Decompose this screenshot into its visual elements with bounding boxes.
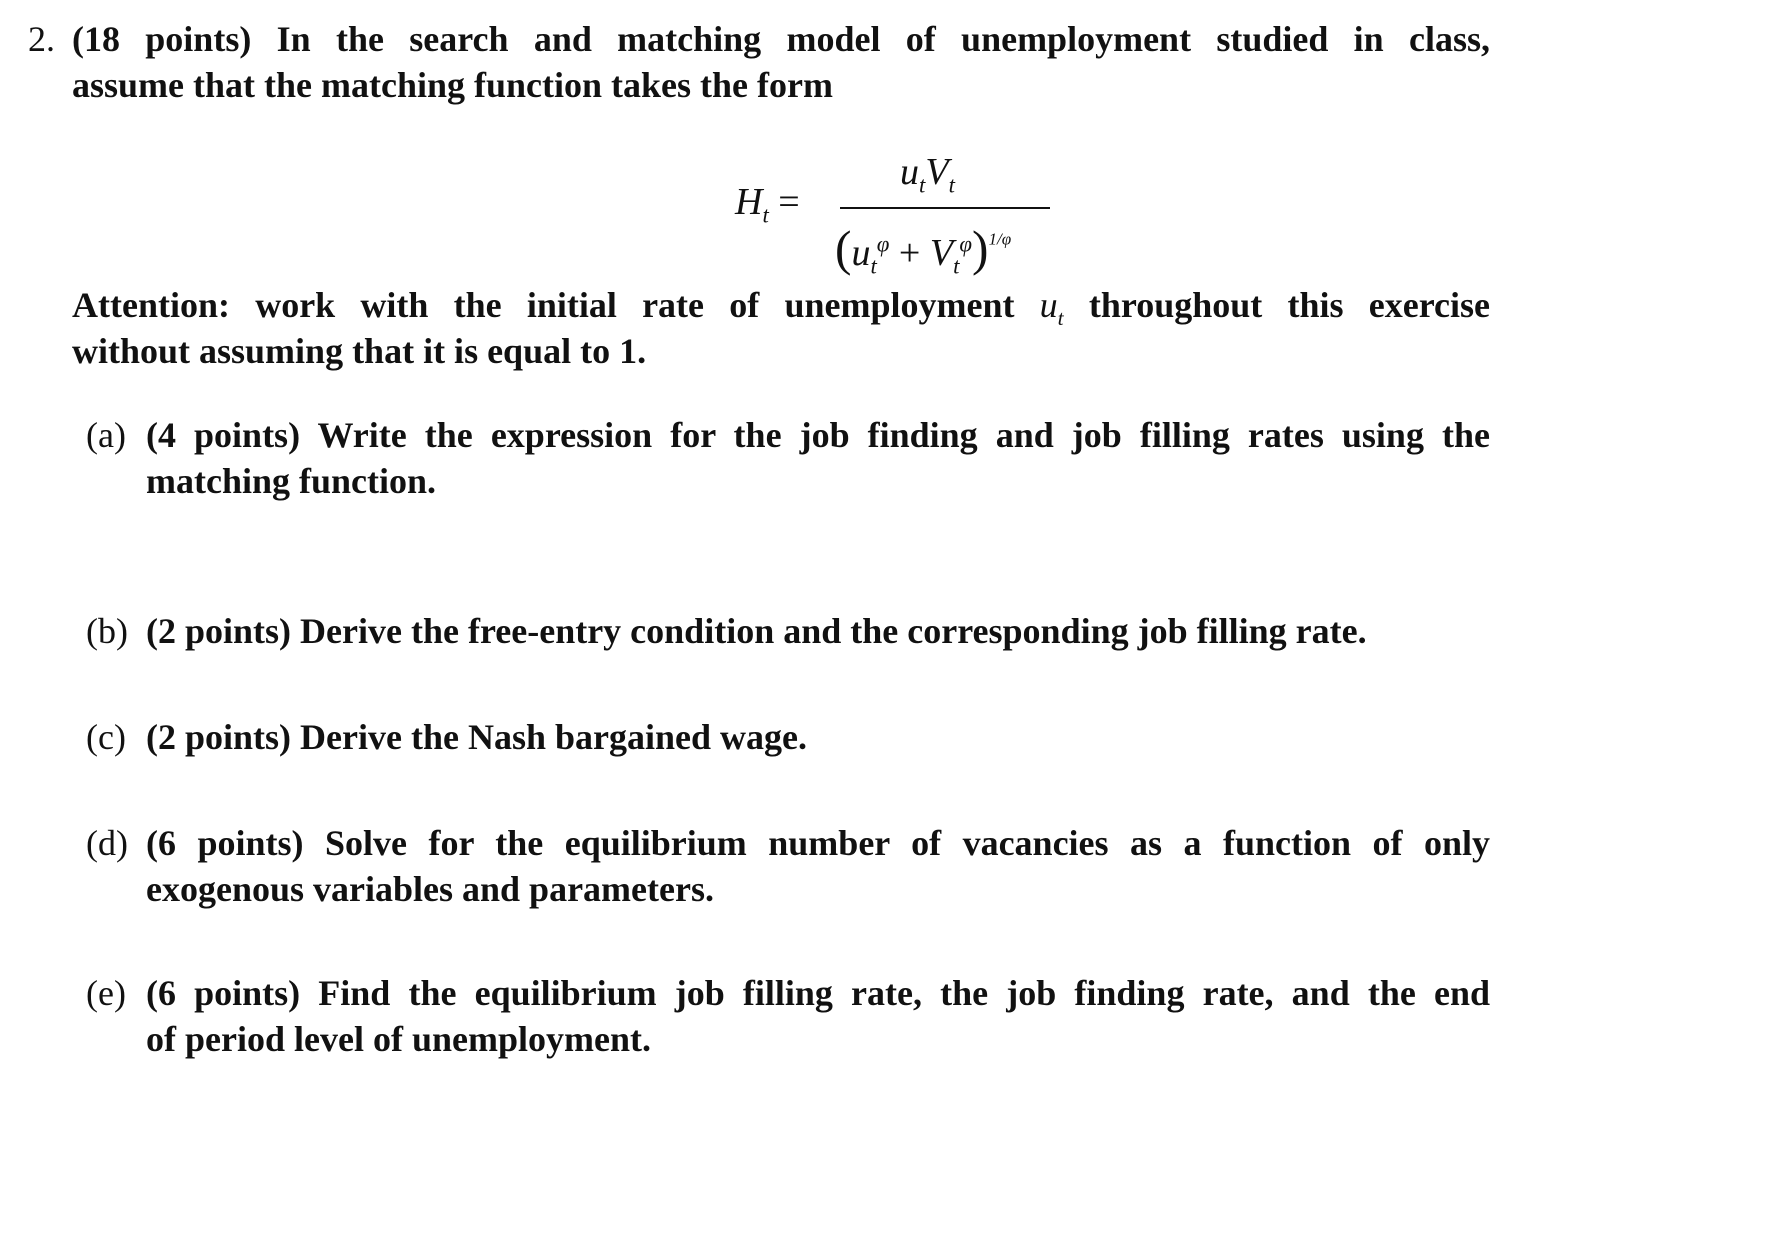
formula-lhs: $H_t$ = xyxy=(735,181,800,228)
attention-text-b: throughout this exercise xyxy=(1088,285,1490,325)
part-line1: (4 points) Write the expression for the job finding and job filling rates using the xyxy=(146,415,1490,455)
part-label: (d) xyxy=(86,823,128,863)
attention-text-a: Attention: work with the initial rate of unemployment xyxy=(72,285,1015,325)
part-line2: matching function. xyxy=(146,461,437,501)
attention-line2: without assuming that it is equal to 1. xyxy=(72,331,647,371)
part-line2: of period level of unemployment. xyxy=(146,1019,651,1059)
question-number: 2. xyxy=(28,19,55,59)
part-label: (b) xyxy=(86,611,128,651)
attention-var: $u_t$ xyxy=(1039,285,1064,331)
formula-numerator: $u_tV_t$ xyxy=(900,151,955,198)
question-intro-line1 xyxy=(72,16,1490,62)
part-line2: exogenous variables and parameters. xyxy=(146,869,714,909)
part-label: (a) xyxy=(86,415,126,455)
matching-function-formula xyxy=(735,150,1055,300)
fraction-bar xyxy=(840,207,1050,209)
part-line1: (2 points) Derive the Nash bargained wage. xyxy=(146,717,807,757)
part-label: (e) xyxy=(86,973,126,1013)
question-intro-line2: assume that the matching function takes the form xyxy=(72,65,833,105)
part-line1: (2 points) Derive the free-entry condition and the corresponding job filling rate. xyxy=(146,611,1367,651)
question-points: (18 points) xyxy=(72,19,252,59)
question-intro-text: In the search and matching model of unemployment studied in class, xyxy=(276,19,1491,59)
part-label: (c) xyxy=(86,717,126,757)
formula-denominator: $(u_t^\varphi + V_t^\varphi)^{1/\varphi}$ xyxy=(835,221,1012,279)
part-line1: (6 points) Solve for the equilibrium number of vacancies as a function of only xyxy=(146,823,1490,863)
part-line1: (6 points) Find the equilibrium job filling rate, the job finding rate, and the end xyxy=(146,973,1490,1013)
